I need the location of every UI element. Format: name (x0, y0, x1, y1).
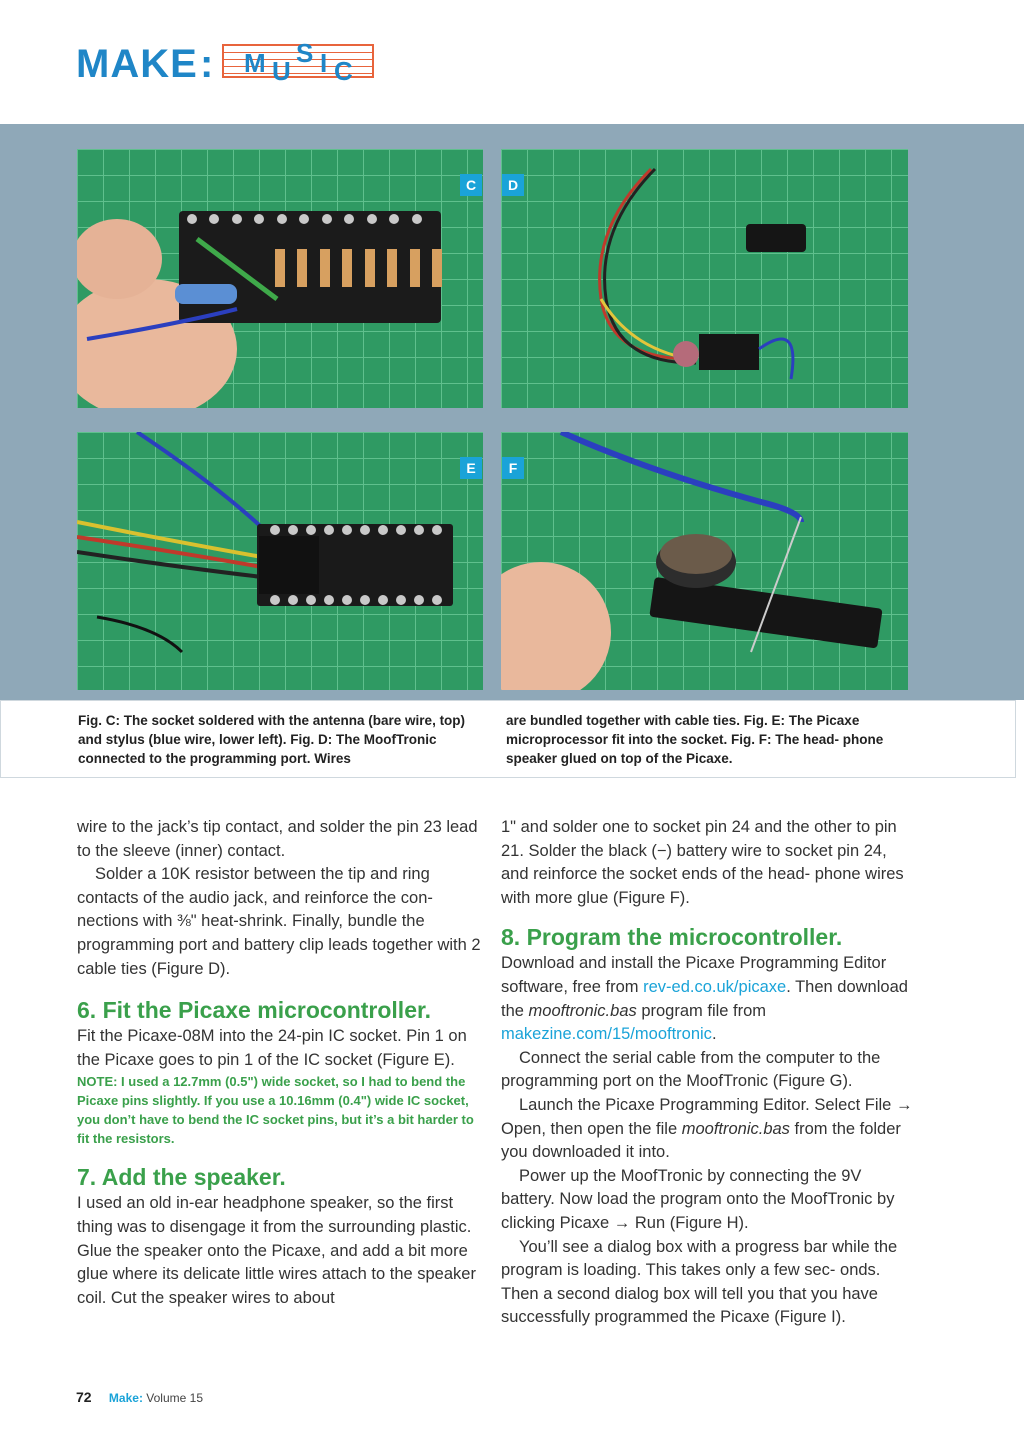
photo-figure-c (77, 149, 483, 408)
right-column (501, 816, 913, 1330)
paragraph: Fit the Picaxe-08M into the 24-pin IC socket. Pin 1 on the Picaxe goes to pin 1 of the IC socket (Figure E). (77, 1027, 467, 1069)
paragraph: Connect the serial cable from the computer to the programming port on the MoofTronic (Figure G). (501, 1048, 881, 1091)
page-number: 72 (76, 1389, 92, 1405)
note-callout: NOTE: I used a 12.7mm (0.5") wide socket, so I had to bend the Picaxe pins slightly. If you use a 10.16mm (0.4") wide IC socket, you don’t have to bend the IC socket pins, but it’s a bit harder to fit the resistors. (77, 1074, 474, 1147)
volume-label: Volume 15 (146, 1391, 203, 1405)
figure-label-d: D (502, 174, 524, 196)
paragraph: Launch the Picaxe Programming Editor. Select File → Open, then open the file mooftronic.bas from the folder you downloaded it into. (501, 1095, 913, 1162)
programming-port-illustration (501, 149, 908, 408)
logo-letter-s: S (296, 38, 314, 68)
paragraph: Download and install the Picaxe Programming Editor software, free from rev-ed.co.uk/picaxe. Then download the mooftronic.bas program file from makezine.com/15/mooftronic. (501, 954, 908, 1044)
logo-letter-m: M (244, 48, 266, 78)
picaxe-in-socket-illustration (77, 432, 483, 690)
paragraph: Power up the MoofTronic by connecting the 9V battery. Now load the program onto the MoofTronic by clicking Picaxe → Run (Figure H). (501, 1166, 895, 1232)
paragraph: Solder a 10K resistor between the tip and ring contacts of the audio jack, and reinforce the con- nections with ⅜" heat-shrink. Finally, bundle the programming port and battery clip leads together with 2 cable ties (Figure D). (77, 865, 481, 978)
caption-right: are bundled together with cable ties. Fig. E: The Picaxe microprocessor fit into the socket. Fig. F: The head- phone speaker glued on top of the Picaxe. (506, 713, 884, 766)
logo-letter-i: I (320, 48, 328, 78)
figure-label-f: F (502, 457, 524, 479)
speaker-on-picaxe-illustration (501, 432, 908, 690)
section-heading-7: 7. Add the speaker. (77, 1164, 286, 1191)
logo-letter-u: U (272, 56, 291, 86)
make-logo: MAKE (76, 42, 198, 86)
photo-band (0, 124, 1024, 700)
caption-left: Fig. C: The socket soldered with the antenna (bare wire, top) and stylus (blue wire, lower left). Fig. D: The MoofTronic connected to the programming port. Wires (78, 713, 466, 766)
paragraph: I used an old in-ear headphone speaker, so the first thing was to disengage it from the surrounding plastic. Glue the speaker onto the Picaxe, and add a bit more glue where its delicate little wires attach to the speaker coil. Cut the speaker wires to about (77, 1194, 476, 1307)
music-staff-logo (222, 38, 374, 86)
paragraph: 1" and solder one to socket pin 24 and the other to pin 21. Solder the black (−) battery wire to socket pin 24, and reinforce the socket ends of the head- phone wires with more glue (Figure F). (501, 818, 904, 907)
section-heading-8: 8. Program the microcontroller. (501, 924, 843, 951)
logo-colon: : (200, 42, 214, 86)
mooftronic-file-link[interactable]: makezine.com/15/mooftronic (501, 1025, 712, 1044)
figure-label-c: C (460, 174, 482, 196)
figure-label-e: E (460, 457, 482, 479)
page-header (0, 0, 1024, 124)
figure-caption (0, 700, 1016, 778)
section-heading-6: 6. Fit the Picaxe microcontroller. (77, 997, 432, 1024)
picaxe-download-link[interactable]: rev-ed.co.uk/picaxe (643, 977, 787, 996)
page-footer (76, 1389, 203, 1405)
paragraph: wire to the jack’s tip contact, and solder the pin 23 lead to the sleeve (inner) contact. (77, 818, 478, 860)
photo-figure-d (501, 149, 908, 408)
filename: mooftronic.bas (681, 1119, 790, 1138)
photo-figure-f (501, 432, 908, 690)
left-column (77, 816, 487, 1310)
filename: mooftronic.bas (528, 1001, 637, 1020)
paragraph: You’ll see a dialog box with a progress bar while the program is loading. This takes only a few sec- onds. Then a second dialog box will tell you that you have successfully programmed the Picaxe (Figure I). (501, 1237, 898, 1327)
socket-with-resistors-illustration (77, 149, 483, 408)
photo-figure-e (77, 432, 483, 690)
magazine-name: Make: (108, 1391, 143, 1405)
logo-letter-c: C (334, 56, 353, 86)
